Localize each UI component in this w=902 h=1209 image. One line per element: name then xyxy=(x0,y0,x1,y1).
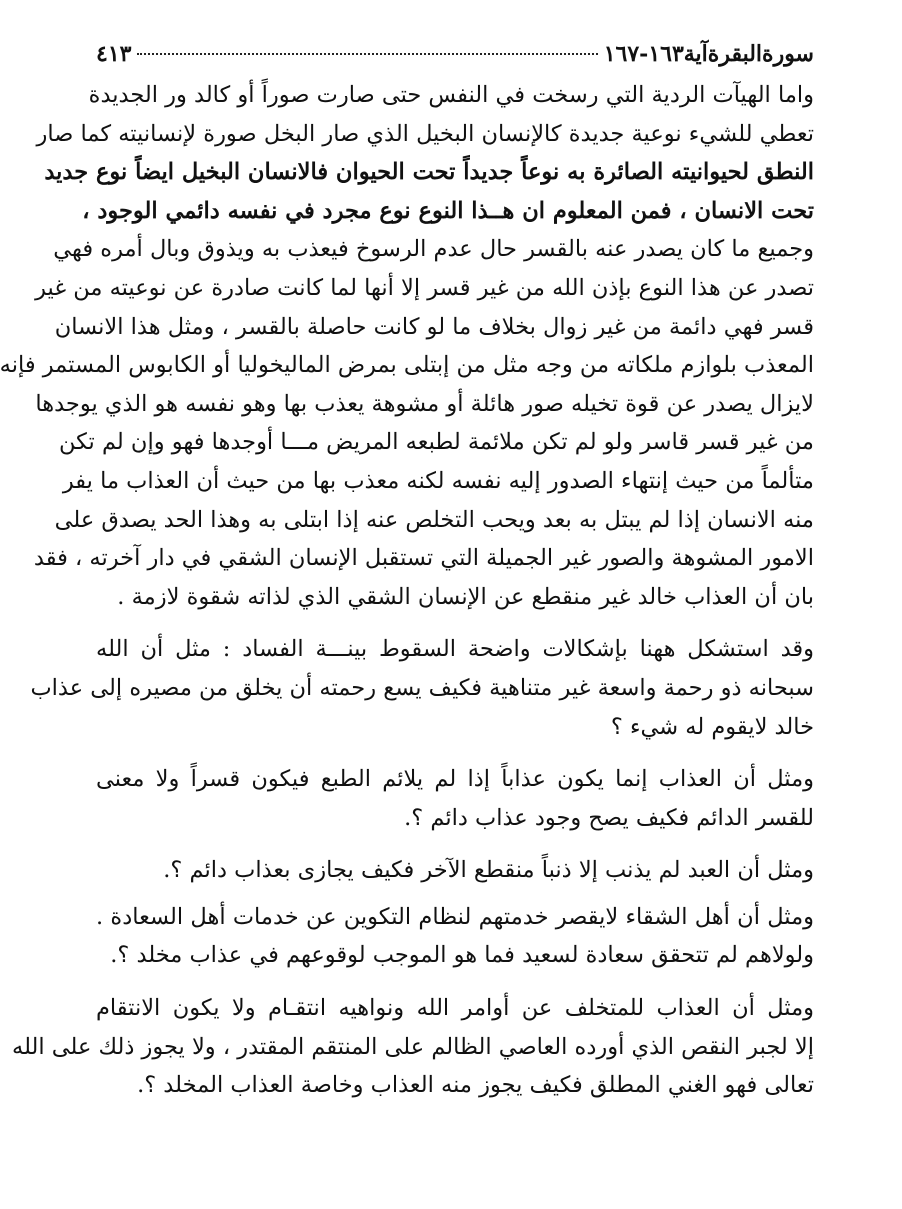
paragraph-3 xyxy=(96,760,814,837)
page-number: ٤١٣ xyxy=(96,41,132,67)
text-line: واما الهيآت الردية التي رسخت في النفس حتى صارت صوراً أو كالد ور الجديدة xyxy=(88,82,814,108)
text-line: النطق لحيوانيته الصائرة به نوعاً جديداً تحت الحيوان فالانسان البخيل ايضاً نوع جديد xyxy=(44,159,814,186)
text-line: تعالى فهو الغني المطلق فكيف يجوز منه العذاب وخاصة العذاب المخلد ؟. xyxy=(137,1072,814,1099)
text-line: ومثل أن العذاب إنما يكون عذاباً إذا لم يلائم الطبع فيكون قسراً ولا معنى xyxy=(96,766,814,793)
text-line: الامور المشوهة والصور غير الجميلة التي تستقبل الإنسان الشقي في دار آخرته ، فقد xyxy=(33,545,814,572)
text-line: سبحانه ذو رحمة واسعة غير متناهية فكيف يسع رحمته أن يخلق من مصيره إلى عذاب xyxy=(30,674,814,701)
text-line: ومثل أن العذاب للمتخلف عن أوامر الله ونواهيه انتقـام ولا يكون الانتقام xyxy=(96,995,814,1022)
text-line: لايزال يصدر عن قوة تخيله صور هائلة أو مشوهة يعذب بها وهو نفسه هو الذي يوجدها xyxy=(35,390,814,417)
paragraph-6 xyxy=(12,989,814,1105)
paragraph-4 xyxy=(96,851,814,890)
text-line: وقد استشكل ههنا بإشكالات واضحة السقوط بينـــة الفساد : مثل أن الله xyxy=(96,636,814,663)
running-header xyxy=(96,38,814,70)
paragraph-5 xyxy=(96,898,814,975)
text-line: تعطي للشيء نوعية جديدة كالإنسان البخيل الذي صار البخل صورة لإنسانيته كما صار xyxy=(36,120,814,147)
dotted-leader xyxy=(137,53,597,55)
text-line: المعذب بلوازم ملكاته من وجه مثل من إبتلى بمرض الماليخوليا أو الكابوس المستمر فإنه xyxy=(0,352,814,379)
text-line: وجميع ما كان يصدر عنه بالقسر حال عدم الرسوخ فيعذب به ويذوق وبال أمره فهي xyxy=(53,236,814,263)
text-line: ولولاهم لم تتحقق سعادة لسعيد فما هو الموجب لوقوعهم في عذاب مخلد ؟. xyxy=(110,942,814,969)
text-line: ومثل أن أهل الشقاء لايقصر خدمتهم لنظام التكوين عن خدمات أهل السعادة . xyxy=(96,903,814,930)
text-line: ومثل أن العبد لم يذنب إلا ذنباً منقطع الآخر فكيف يجازى بعذاب دائم ؟. xyxy=(163,857,814,884)
text-line: منه الانسان إذا لم يبتل به بعد ويحب التخلص عنه إذا ابتلى به وهذا الحد يصدق على xyxy=(54,506,814,533)
text-line: قسر فهي دائمة من غير زوال بخلاف ما لو كانت حاصلة بالقسر ، ومثل هذا الانسان xyxy=(54,313,814,340)
paragraph-1 xyxy=(0,76,814,616)
text-line: بان أن العذاب خالد غير منقطع عن الإنسان الشقي الذي لذاته شقوة لازمة . xyxy=(117,583,814,610)
text-line: تحت الانسان ، فمن المعلوم ان هــذا النوع نوع مجرد في نفسه دائمي الوجود ، xyxy=(82,197,814,224)
text-line: متألماً من حيث إنتهاء الصدور إليه نفسه لكنه معذب بها من حيث أن العذاب ما يفر xyxy=(62,467,814,494)
running-title: سورةالبقرةآية١٦٣-١٦٧ xyxy=(603,41,814,67)
text-line: خالد لايقوم له شيء ؟ xyxy=(610,713,814,740)
text-line: من غير قسر قاسر ولو لم تكن ملائمة لطبعه المريض مـــا أوجدها فهو وإن لم تكن xyxy=(58,429,814,456)
text-line: للقسر الدائم فكيف يصح وجود عذاب دائم ؟. xyxy=(404,804,814,831)
text-line: إلا لجبر النقص الذي أورده العاصي الظالم على المنتقم المقتدر ، ولا يجوز ذلك على الله xyxy=(12,1033,814,1060)
text-line: تصدر عن هذا النوع بإذن الله من غير قسر إلا أنها لما كانت صادرة عن نوعيته من غير xyxy=(35,274,814,301)
paragraph-2 xyxy=(30,630,814,746)
